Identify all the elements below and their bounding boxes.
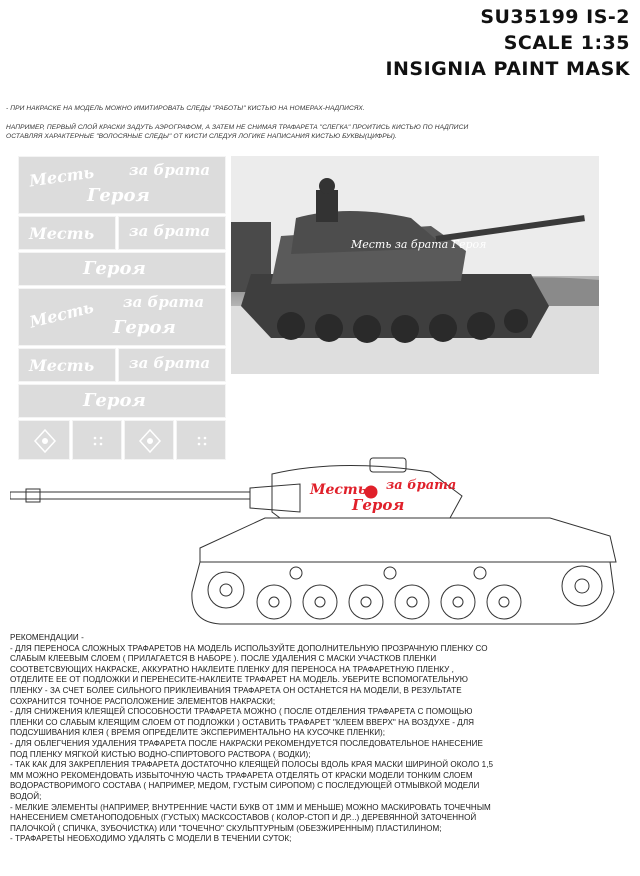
scale-title: SCALE 1:35 [503,32,630,54]
rec-line: ПОДСУШИВАНИЯ КЛЕЯ ( ВРЕМЯ ОПРЕДЕЛИТЕ ЭКСПЕРИМЕНТАЛЬНО НА КУСОЧКЕ ПЛЕНКИ); [10,728,386,738]
tank-outline-icon [10,452,620,632]
mask-text-mest: Месть [27,297,96,332]
mask-text-geroya: Героя [83,258,146,279]
mask-text-za-brata: за брата [123,293,205,311]
mask-text-geroya: Героя [83,390,146,411]
mask-set-4-mest [18,348,116,382]
mask-text-za-brata: за брата [129,222,211,240]
rec-line: СООТВЕТСВУЮЩИХ НАКРАСКЕ, АККУРАТНО НАКЛЕИТЕ ПЛЕНКУ ДЛЯ ПЕРЕНОСА НА ТРАФАРЕТНУЮ ПЛЕНКУ , [10,664,454,674]
rec-line: - ДЛЯ ПЕРЕНОСА СЛОЖНЫХ ТРАФАРЕТОВ НА МОДЕЛЬ ИСПОЛЬЗУЙТЕ ДОПОЛНИТЕЛЬНУЮ ПРОЗРАЧНУЮ ПЛЕНКУ СО [10,643,488,653]
rec-line: ПЛЕНКИ СО СЛАБЫМ КЛЕЯЩИМ СЛОЕМ ОТ ПОДЛОЖКИ ) ОСТАВИТЬ ТРАФАРЕТ "КЛЕЕМ ВВЕРХ" НА ВОЗДУХЕ - ДЛЯ [10,717,475,727]
drawing-text-za-brata: за брата [386,478,457,493]
mask-set-2-geroya [18,252,226,286]
rec-line: - ДЛЯ ОБЛЕГЧЕНИЯ УДАЛЕНИЯ ТРАФАРЕТА ПОСЛЕ НАКРАСКИ РЕКОМЕНДУЕТСЯ ПОСЛЕДОВАТЕЛЬНОЕ НАНЕСЕНИЕ [10,738,483,748]
mask-sheet [18,156,226,462]
rec-line: РЕКОМЕНДАЦИИ - [10,633,84,642]
mask-set-3 [18,288,226,346]
drawing-text-mest: Месть [310,482,367,498]
note-example-line1: НАПРИМЕР, ПЕРВЫЙ СЛОЙ КРАСКИ ЗАДУТЬ АЭРОГРАФОМ, А ЗАТЕМ НЕ СНИМАЯ ТРАФАРЕТА "СЛЕГКА" ПРОИТИСЬ КИСТЬЮ ПО НАДПИСИ [6,124,469,131]
tank-side-drawing [10,452,620,632]
mask-text-mest: Месть [29,356,95,375]
mask-text-za-brata: за брата [129,354,211,372]
rec-line: ПАЛОЧКОЙ ( СПИЧКА, ЗУБОЧИСТКА) ИЛИ "ТОЧЕЧНО" СКУЛЬПТУРНЫМ (ОБЕЗЖИРЕННЫМ) ПЛАСТИЛИНОМ; [10,823,442,833]
mask-text-za-brata: за брата [129,161,211,179]
mask-text-geroya: Героя [113,317,176,338]
mask-text-geroya: Героя [87,185,150,206]
rec-line: - ДЛЯ СНИЖЕНИЯ КЛЕЯЩЕЙ СПОСОБНОСТИ ТРАФАРЕТА МОЖНО ( ПОСЛЕ ОТДЕЛЕНИЯ ТРАФАРЕТА С ПОМОЩЬЮ [10,707,473,717]
rec-line: ПЛЕНКУ - ЗА СЧЕТ БОЛЕЕ СИЛЬНОГО ПРИКЛЕИВАНИЯ ТРАФАРЕТА ОН ОСТАНЕТСЯ НА МОДЕЛИ, В РЕЗУЛЬТАТЕ [10,685,462,695]
tank-photo-image [231,156,599,374]
mask-text-mest: Месть [29,224,95,243]
product-name-title: INSIGNIA PAINT MASK [385,58,630,80]
rec-line: НАНЕСЕНИЕМ СМЕТАНОПОДОБНЫХ (ГУСТЫХ) МАСКСОСТАВОВ ( КОЛОР-СТОП И ДР...) ДЕРЕВЯННОЙ ЗАТОЧЕННОЙ [10,813,477,823]
mask-text-mest: Месть [27,162,96,191]
mask-set-1 [18,156,226,214]
rec-line: ВОДОРАСТВОРИМОГО СОСТАВА ( НАПРИМЕР, МЕДОМ, ГУСТЫМ СИРОПОМ) С ПОСЛЕДУЮЩЕЙ ОТМЫВКОЙ МОДЕЛИ [10,781,480,791]
rec-line: СОХРАНИТСЯ ТОЧНОЕ РАСПОЛОЖЕНИЕ ЭЛЕМЕНТОВ НАКРАСКИ; [10,696,276,706]
mask-set-4-za-brata [118,348,226,382]
photo-slogan-text: Месть за брата Героя [351,238,487,251]
recommendations-text [10,633,630,845]
rec-line: СЛАБЫМ КЛЕЕВЫМ СЛОЕМ ( ПРИЛАГАЕТСЯ В НАБОРЕ ). ПОСЛЕ УДАЛЕНИЯ С МАСКИ УЧАСТКОВ ПЛЕНКИ [10,654,437,664]
rec-line: - ТРАФАРЕТЫ НЕОБХОДИМО УДАЛЯТЬ С МОДЕЛИ В ТЕЧЕНИИ СУТОК; [10,834,292,844]
rec-line: - ТАК КАК ДЛЯ ЗАКРЕПЛЕНИЯ ТРАФАРЕТА ДОСТАТОЧНО КЛЕЯЩЕЙ ПОЛОСЫ ВДОЛЬ КРАЯ МАСКИ ШИРИНОЙ ОКОЛО 1,5 [10,760,494,770]
rec-line: ОТДЕЛИТЕ ЕЕ ОТ ПОДЛОЖКИ И ПЕРЕНЕСИТЕ-НАКЛЕИТЕ ТРАФАРЕТ НА МОДЕЛЬ. УБЕРИТЕ ВСПОМОГАТЕЛЬНУЮ [10,675,468,685]
drawing-text-geroya: Героя [352,496,405,514]
rec-line: ПОД ПЛЕНКУ МЯГКОЙ КИСТЬЮ ВОДНО-СПИРТОВОГО РАСТВОРА ( ВОДКИ); [10,749,311,759]
rec-line: ВОДОЙ; [10,791,42,801]
product-code-title: SU35199 IS-2 [480,6,630,28]
rec-line: - МЕЛКИЕ ЭЛЕМЕНТЫ (НАПРИМЕР, ВНУТРЕННИЕ ЧАСТИ БУКВ ОТ 1ММ И МЕНЬШЕ) МОЖНО МАСКИРОВАТЬ ТОЧЕЧНЫМ [10,802,491,812]
mask-set-2-za-brata [118,216,226,250]
mask-set-2-mest [18,216,116,250]
note-example-line2: ОСТАВЛЯЯ ХАРАКТЕРНЫЕ "ВОЛОСЯНЫЕ СЛЕДЫ" ОТ КИСТИ СЛЕДУЯ ЛОГИКЕ НАПИСАНИЯ КИСТЬЮ БУКВЫ(ЦИФРЫ). [6,133,397,140]
rec-line: ММ МОЖНО РЕКОМЕНДОВАТЬ ИЗБЫТОЧНУЮ ЧАСТЬ ТРАФАРЕТА ОТДЕЛЯТЬ ОТ КРАСКИ МОДЕЛИ ТОНКИМ СЛОЕМ [10,770,473,780]
mask-set-4-geroya [18,384,226,418]
title-block [385,4,630,82]
note-brush-traces: - ПРИ НАКРАСКЕ НА МОДЕЛЬ МОЖНО ИМИТИРОВАТЬ СЛЕДЫ "РАБОТЫ" КИСТЬЮ НА НОМЕРАХ-НАДПИСЯХ. [6,105,365,112]
historical-tank-photo [231,156,599,374]
